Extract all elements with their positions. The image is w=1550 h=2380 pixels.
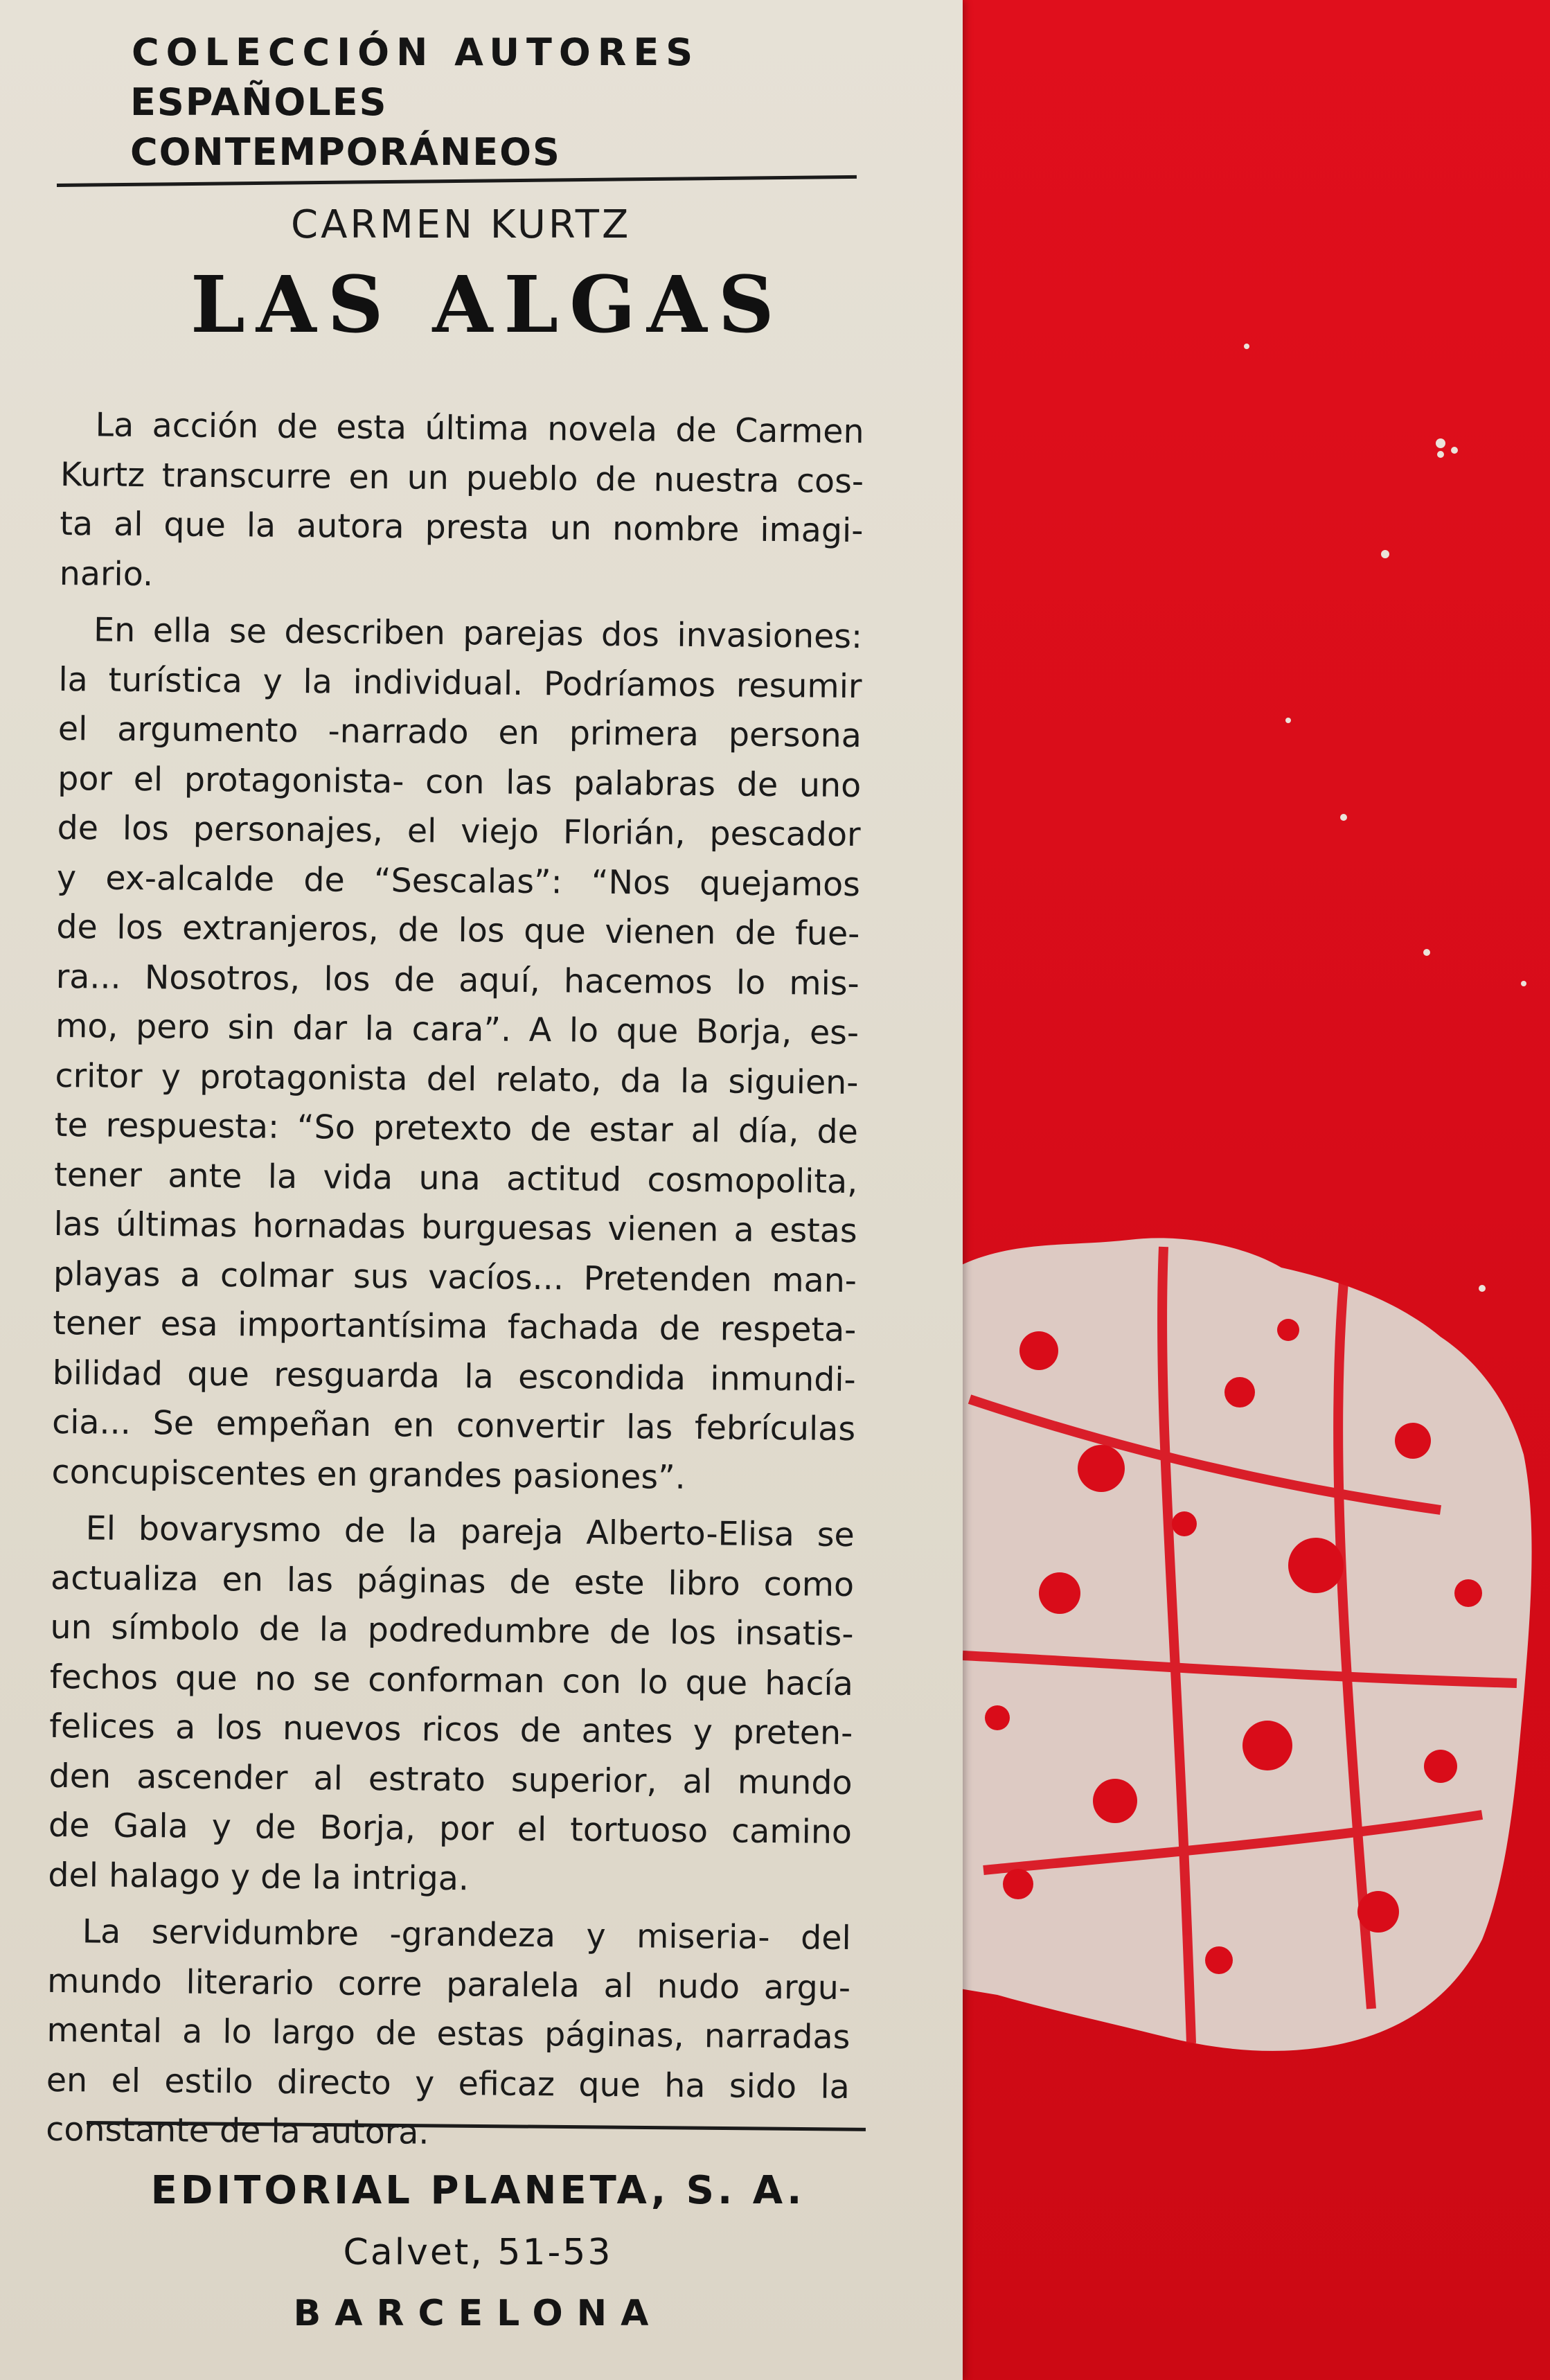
- text-line: te respuesta: “So pretexto de estar al día, de: [54, 1105, 859, 1152]
- text-line: En ella se describen parejas dos invasiones:: [93, 611, 863, 657]
- text-line: de Gala y de Borja, por el tortuoso camino: [48, 1806, 853, 1852]
- text-line: concupiscentes en grandes pasiones”.: [51, 1453, 686, 1497]
- text-line: mental a lo largo de estas páginas, narradas: [46, 2011, 850, 2057]
- synopsis-paragraph-1: [60, 400, 864, 605]
- text-line: y ex-alcalde de “Sescalas”: “Nos quejamos: [56, 858, 861, 904]
- text-line: cia... Se empeñan en convertir las febrículas: [51, 1403, 856, 1449]
- text-line: actualiza en las páginas de este libro como: [50, 1558, 855, 1604]
- text-line: fechos que no se conforman con lo que hacía: [49, 1658, 854, 1703]
- text-line: La servidumbre -grandeza y miseria- del: [82, 1912, 851, 1958]
- text-line: critor y protagonista del relato, da la siguien-: [55, 1056, 859, 1102]
- synopsis-paragraph-2: [51, 605, 862, 1504]
- text-line: del halago y de la intriga.: [48, 1856, 470, 1898]
- series-line-1: COLECCIÓN AUTORES: [132, 30, 700, 74]
- algae-texture-artwork: [956, 0, 1550, 2380]
- series-header: [132, 28, 790, 177]
- text-line: la turística y la individual. Podríamos resumir: [58, 660, 862, 706]
- text-line: ta al que la autora presta un nombre imagi-: [60, 504, 864, 551]
- text-line: de los personajes, el viejo Florián, pescador: [57, 808, 861, 855]
- text-line: bilidad que resguarda la escondida inmundi-: [52, 1353, 856, 1399]
- text-line: las últimas hornadas burguesas vienen a estas: [53, 1205, 857, 1251]
- author-name: CARMEN KURTZ: [291, 202, 632, 247]
- text-line: constante de la autora.: [45, 2110, 429, 2152]
- synopsis-text: [46, 400, 864, 2162]
- text-line: den ascender al estrato superior, al mundo: [48, 1757, 853, 1802]
- publisher-name: EDITORIAL PLANETA, S. A.: [150, 2168, 805, 2213]
- text-line: mo, pero sin dar la cara”. A lo que Borja, es-: [55, 1006, 859, 1053]
- text-line: nario.: [59, 554, 154, 594]
- text-line: La acción de esta última novela de Carmen: [95, 406, 864, 452]
- text-line: felices a los nuevos ricos de antes y preten-: [49, 1707, 853, 1753]
- text-line: Kurtz transcurre en un pueblo de nuestra cos-: [60, 455, 864, 501]
- text-line: de los extranjeros, de los que vienen de fue-: [56, 907, 860, 954]
- synopsis-paragraph-3: [48, 1504, 855, 1907]
- text-line: un símbolo de la podredumbre de los insatis-: [50, 1608, 854, 1654]
- text-line: tener esa importantísima fachada de respeta-: [53, 1304, 857, 1350]
- publisher-block: [118, 2160, 838, 2344]
- text-line: mundo literario corre paralela al nudo argu-: [46, 1962, 851, 2007]
- series-line-2: ESPAÑOLES CONTEMPORÁNEOS: [130, 80, 561, 174]
- red-cover-band: [956, 0, 1550, 2380]
- publisher-address: Calvet, 51-53: [343, 2232, 613, 2273]
- book-title: LAS ALGAS: [190, 260, 785, 350]
- text-line: tener ante la vida una actitud cosmopolita,: [54, 1155, 858, 1201]
- text-line: en el estilo directo y eficaz que ha sido la: [46, 2061, 850, 2106]
- text-line: ra... Nosotros, los de aquí, hacemos lo mis-: [55, 957, 859, 1003]
- text-line: playas a colmar sus vacíos... Pretenden man-: [53, 1254, 857, 1300]
- text-line: el argumento -narrado en primera persona: [57, 709, 862, 756]
- text-line: por el protagonista- con las palabras de uno: [57, 759, 862, 805]
- text-line: El bovarysmo de la pareja Alberto-Elisa se: [85, 1509, 855, 1555]
- publisher-city: BARCELONA: [293, 2293, 663, 2334]
